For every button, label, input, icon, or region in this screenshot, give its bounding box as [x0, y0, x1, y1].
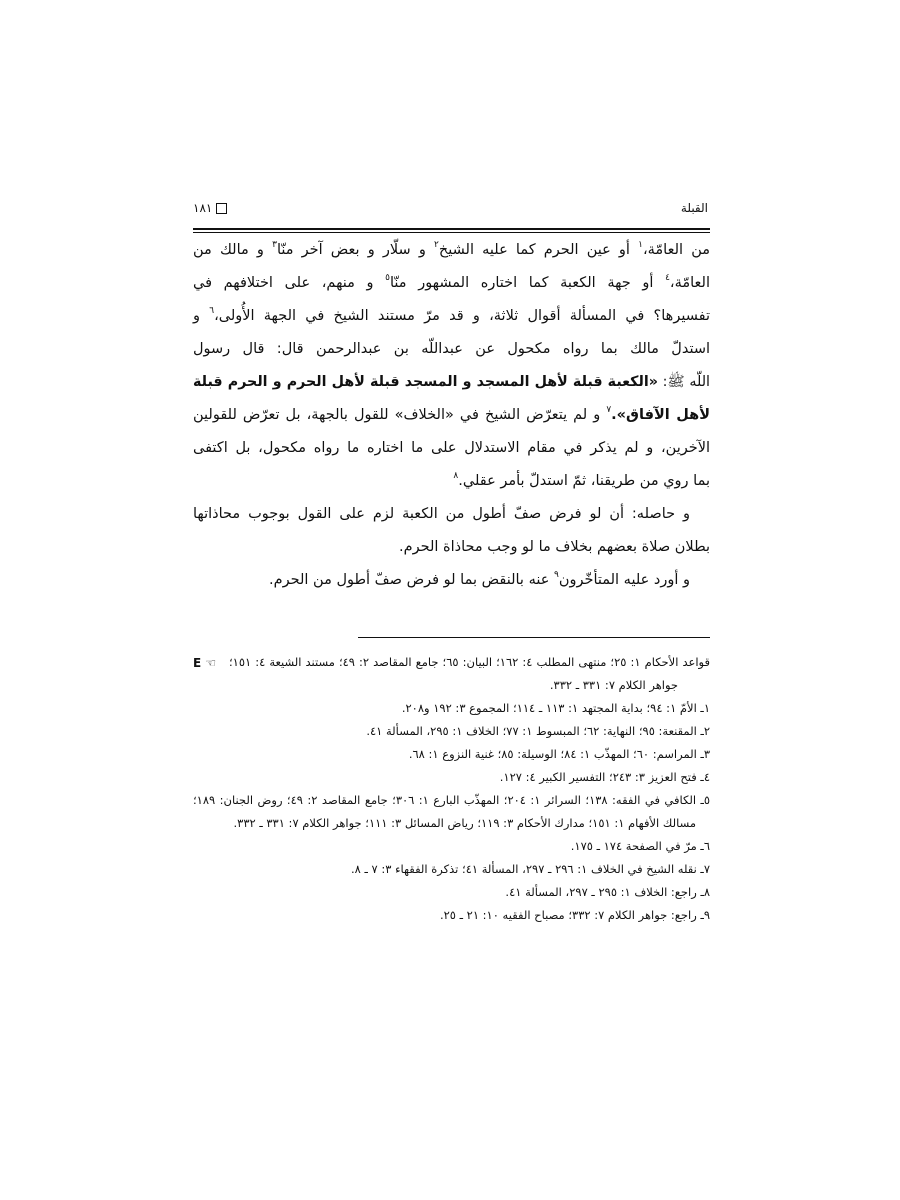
footnote-source: قواعد الأحكام ١: ٢٥؛ منتهى المطلب ٤: ١٦٢؛ البيان: ٦٥؛ جامع المقاصد ٢: ٤٩؛ مستند الشيعة ٤: ١٥١؛ جواهر الكلام ٧: ٣٣١ ـ ٣٣٢.	[229, 655, 710, 692]
text-line	[193, 564, 710, 597]
text-line: و حاصله: أن لو فرض صفّ أطول من الكعبة لزم على القول بوجوب محاذاتها	[193, 506, 690, 522]
text: تفسيرها؟ في المسألة أقوال ثلاثة، و قد مرّ مستند الشيخ في الجهة الأُولى،	[214, 308, 710, 324]
footnotes	[193, 651, 710, 927]
text-line: بطلان صلاة بعضهم بخلاف ما لو وجب محاذاة الحرم.	[399, 539, 710, 555]
text: اللّه ﷺ:	[657, 374, 711, 390]
running-header	[193, 199, 710, 219]
footnote: ٤ـ فتح العزيز ٣: ٢٤٣؛ التفسير الكبير ٤: ١٢٧.	[499, 770, 710, 784]
text-line: الآخرين، و لم يذكر في مقام الاستدلال على ما اختاره ما رواه مكحول، بل اكتفى	[193, 440, 710, 456]
page-number: ١٨١	[193, 201, 213, 215]
footnote-ref[interactable]: ٣	[272, 240, 277, 250]
text: عنه بالنقض بما لو فرض صفّ أطول من الحرم.	[269, 572, 554, 588]
text: و منهم، على اختلافهم في	[193, 275, 386, 291]
text: و سلّار و بعض آخر منّا	[276, 242, 435, 258]
square-icon	[216, 203, 227, 214]
footnote-ref[interactable]: ٢	[434, 240, 439, 250]
footnote: ٢ـ المقنعة: ٩٥؛ النهاية: ٦٢؛ المبسوط ١: ٧٧؛ الخلاف ١: ٢٩٥، المسألة ٤١.	[366, 724, 710, 738]
text: العامّة،	[669, 275, 710, 291]
hadith-quote: «الكعبة قبلة لأهل المسجد و المسجد قبلة لأهل الحرم و الحرم قبلة	[193, 374, 658, 390]
main-text	[193, 234, 710, 597]
footnote: ٣ـ المراسم: ٦٠؛ المهذّب ١: ٨٤؛ الوسيلة: ٨٥؛ غنية النزوع ١: ٦٨.	[408, 747, 710, 761]
text-line	[193, 267, 710, 300]
page-number-block	[193, 201, 227, 215]
footnote: ٥ـ الكافي في الفقه: ١٣٨؛ السرائر ١: ٢٠٤؛ المهذّب البارع ١: ٣٠٦؛ جامع المقاصد ٢: ٤٩؛ روض الجنان: ١٨٩؛ مسالك الأفهام ١: ١٥١؛ مدارك الأحكام ٣: ١١٩؛ رياض المسائل ٣: ١١١؛ جواهر الكلام ٧: ٣٣١ ـ ٣٣٢.	[193, 793, 711, 830]
text: أو عين الحرم كما عليه الشيخ	[438, 242, 639, 258]
text-line	[193, 399, 710, 432]
text-line	[193, 366, 710, 399]
text: من العامّة،	[642, 242, 710, 258]
text: أو جهة الكعبة كما اختاره المشهور منّا	[390, 275, 666, 291]
footnote-ref[interactable]: ١	[638, 240, 643, 250]
text-line	[193, 234, 710, 267]
footnote-rule	[358, 637, 710, 638]
chapter-title: القبلة	[680, 201, 708, 215]
footnote-ref[interactable]: ٩	[553, 570, 559, 580]
footnote-ref[interactable]: ٥	[385, 273, 390, 283]
text-line: استدلّ مالك بما رواه مكحول عن عبداللّه بن عبدالرحمن قال: قال رسول	[193, 341, 710, 357]
footnote-ref[interactable]: ٨	[453, 471, 459, 481]
text-line	[193, 465, 710, 498]
text: و لم يتعرّض الشيخ في «الخلاف» للقول بالجهة، بل تعرّض للقولين	[193, 407, 607, 423]
header-rule	[193, 228, 710, 233]
footnote: ٨ـ راجع: الخلاف ١: ٢٩٥ ـ ٢٩٧، المسألة ٤١.	[505, 885, 710, 899]
text-line	[193, 300, 710, 333]
footnote: ١ـ الأمّ ١: ٩٤؛ بداية المجتهد ١: ١١٣ ـ ١١٤؛ المجموع ٣: ١٩٢ و٢٠٨.	[401, 701, 710, 715]
footnote-ref[interactable]: ٦	[209, 306, 215, 316]
footnote-ref[interactable]: ٤	[665, 273, 670, 283]
hadith-quote: لأهل الآفاق».	[611, 407, 710, 423]
footnote-ref[interactable]: ٧	[606, 405, 612, 415]
text: و أورد عليه المتأخّرون	[558, 572, 690, 588]
pointing-hand-icon: E ☜	[193, 656, 217, 670]
text: بما روي من طريقنا، ثمّ استدلّ بأمر عقلي.	[458, 473, 710, 489]
text: و	[193, 308, 210, 324]
footnote: ٧ـ نقله الشيخ في الخلاف ١: ٢٩٦ ـ ٢٩٧، المسألة ٤١؛ تذكرة الفقهاء ٣: ٧ ـ ٨.	[350, 862, 710, 876]
footnote: ٦ـ مرّ في الصفحة ١٧٤ ـ ١٧٥.	[570, 839, 710, 853]
footnote: ٩ـ راجع: جواهر الكلام ٧: ٣٣٢؛ مصباح الفقيه ١٠: ٢١ ـ ٢٥.	[439, 908, 710, 922]
text: و مالك من	[193, 242, 273, 258]
